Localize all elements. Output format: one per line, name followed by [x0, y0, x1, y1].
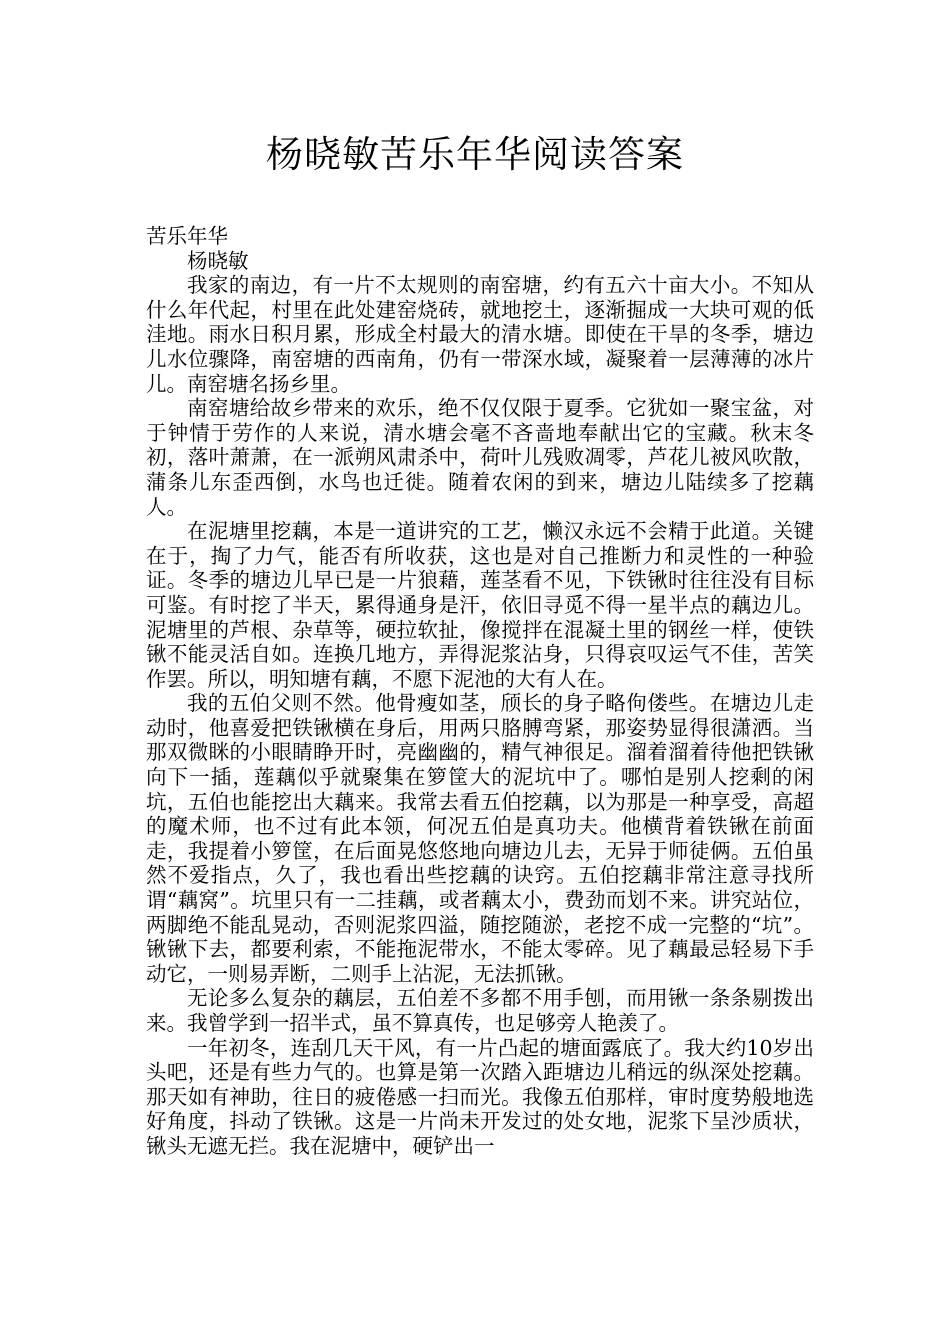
- article-body: [146, 224, 814, 1159]
- essay-title: 苦乐年华: [146, 224, 228, 248]
- paragraph: 我的五伯父则不然。他骨瘦如茎，颀长的身子略佝偻些。在塘边儿走动时，他喜爱把铁锹横在身后，用两只胳膊弯紧，那姿势显得很潇洒。当那双微眯的小眼睛睁开时，亮幽幽的，精气神很足。溜着溜着待他把铁锹向下一插，莲藕似乎就聚集在箩筐大的泥坑中了。哪怕是别人挖剩的闲坑，五伯也能挖出大藕来。我常去看五伯挖藕，以为那是一种享受，高超的魔术师，也不过有此本领，何况五伯是真功夫。他横背着铁锹在前面走，我提着小箩筐，在后面晃悠悠地向塘边儿去，无异于师徒俩。五伯虽然不爱指点，久了，我也看出些挖藕的诀窍。五伯挖藕非常注意寻找所谓“藕窝”。坑里只有一二挂藕，或者藕太小，费劲而划不来。讲究站位，两脚绝不能乱晃动，否则泥浆四溢，随挖随淤，老挖不成一完整的“坑”。锹锹下去，都要利索，不能拖泥带水，不能太零碎。见了藕最忌轻易下手动它，一则易弄断，二则手上沾泥，无法抓锹。: [146, 691, 814, 986]
- paragraph: 无论多么复杂的藕层，五伯差不多都不用手刨，而用锹一条条剔拨出来。我曾学到一招半式，虽不算真传，也足够旁人艳羡了。: [146, 986, 814, 1035]
- paragraph: 我家的南边，有一片不太规则的南窑塘，约有五六十亩大小。不知从什么年代起，村里在此处建窑烧砖，就地挖土，逐渐掘成一大块可观的低洼地。雨水日积月累，形成全村最大的清水塘。即使在干旱的冬季，塘边儿水位骤降，南窑塘的西南角，仍有一带深水域，凝聚着一层薄薄的冰片儿。南窑塘名扬乡里。: [146, 273, 814, 396]
- essay-author: 杨晓敏: [187, 248, 249, 273]
- document-title: 杨晓敏苦乐年华阅读答案: [266, 133, 684, 176]
- paragraph: 一年初冬，连刮几天干风，有一片凸起的塘面露底了。我大约10岁出头吧，还是有些力气的。也算是第一次踏入距塘边儿稍远的纵深处挖藕。那天如有神助，往日的疲倦感一扫而光。我像五伯那样，审时度势般地选好角度，抖动了铁锹。这是一片尚未开发过的处女地，泥浆下呈沙质状，锹头无遮无拦。我在泥塘中，硬铲出一: [146, 1035, 814, 1158]
- paragraph: 在泥塘里挖藕，本是一道讲究的工艺，懒汉永远不会精于此道。关键在于，掏了力气，能否有所收获，这也是对自己推断力和灵性的一种验证。冬季的塘边儿早已是一片狼藉，莲茎看不见，下铁锹时往往没有目标可鉴。有时挖了半天，累得通身是汗，依旧寻觅不得一星半点的藕边儿。泥塘里的芦根、杂草等，硬拉软扯，像搅拌在混凝土里的钢丝一样，使铁锹不能灵活自如。连换几地方，弄得泥浆沾身，只得哀叹运气不佳，苦笑作罢。所以，明知塘有藕，不愿下泥池的大有人在。: [146, 519, 814, 691]
- paragraph: 南窑塘给故乡带来的欢乐，绝不仅仅限于夏季。它犹如一聚宝盆，对于钟情于劳作的人来说，清水塘会毫不吝啬地奉献出它的宝藏。秋末冬初，落叶萧萧，在一派朔风肃杀中，荷叶儿残败凋零，芦花儿被风吹散，蒲条儿东歪西倒，水鸟也迁徙。随着农闲的到来，塘边儿陆续多了挖藕人。: [146, 396, 814, 519]
